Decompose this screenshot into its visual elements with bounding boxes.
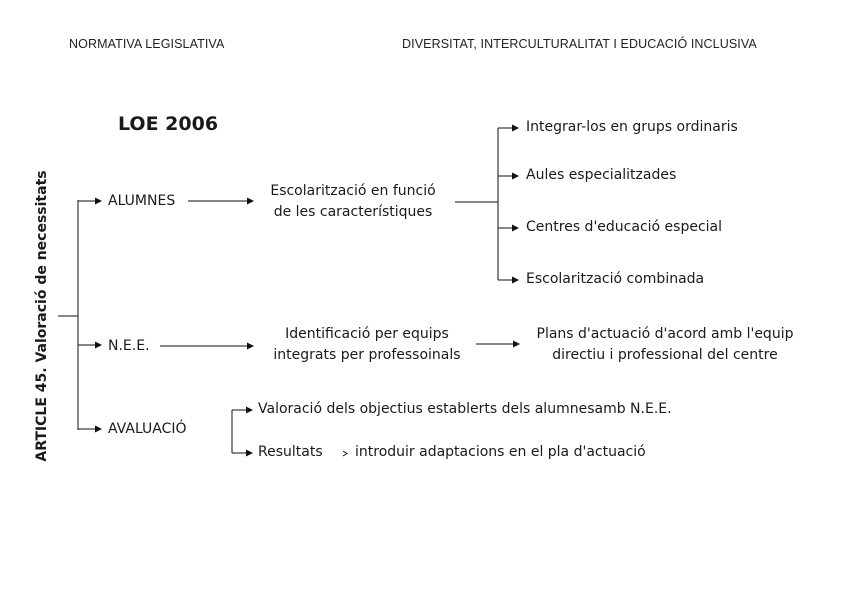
branch-label-alumnes: ALUMNES bbox=[108, 193, 176, 209]
option-3: Centres d'educació especial bbox=[526, 219, 723, 235]
avaluacio-item2-text: introduir adaptacions en el pla d'actuació bbox=[355, 444, 646, 460]
nee-node-line2: integrats per professoinals bbox=[273, 347, 461, 363]
branch-label-nee: N.E.E. bbox=[108, 338, 150, 354]
alumnes-node-line1: Escolarització en funció bbox=[270, 183, 436, 199]
header-right: DIVERSITAT, INTERCULTURALITAT I EDUCACIÓ INCLUSIVA bbox=[402, 37, 757, 51]
nee-result-line1: Plans d'actuació d'acord amb l'equip bbox=[536, 326, 794, 342]
option-2: Aules especialitzades bbox=[526, 167, 677, 183]
avaluacio-item2-label: Resultats bbox=[258, 444, 323, 460]
nee-result-line2: directiu i professional del centre bbox=[552, 347, 778, 363]
option-4: Escolarització combinada bbox=[526, 271, 705, 287]
nee-node-line1: Identificació per equips bbox=[285, 326, 449, 342]
alumnes-node-line2: de les característiques bbox=[273, 204, 433, 220]
diagram-title: LOE 2006 bbox=[118, 113, 219, 135]
option-1: Integrar-los en grups ordinaris bbox=[526, 119, 738, 135]
resultats-chevron-icon bbox=[343, 451, 347, 456]
branch-label-avaluacio: AVALUACIÓ bbox=[108, 421, 187, 437]
header-left: NORMATIVA LEGISLATIVA bbox=[69, 37, 225, 51]
vertical-title: ARTICLE 45. Valoració de necessitats bbox=[34, 170, 50, 462]
avaluacio-item1: Valoració dels objectius establerts dels alumnesamb N.E.E. bbox=[258, 401, 672, 417]
